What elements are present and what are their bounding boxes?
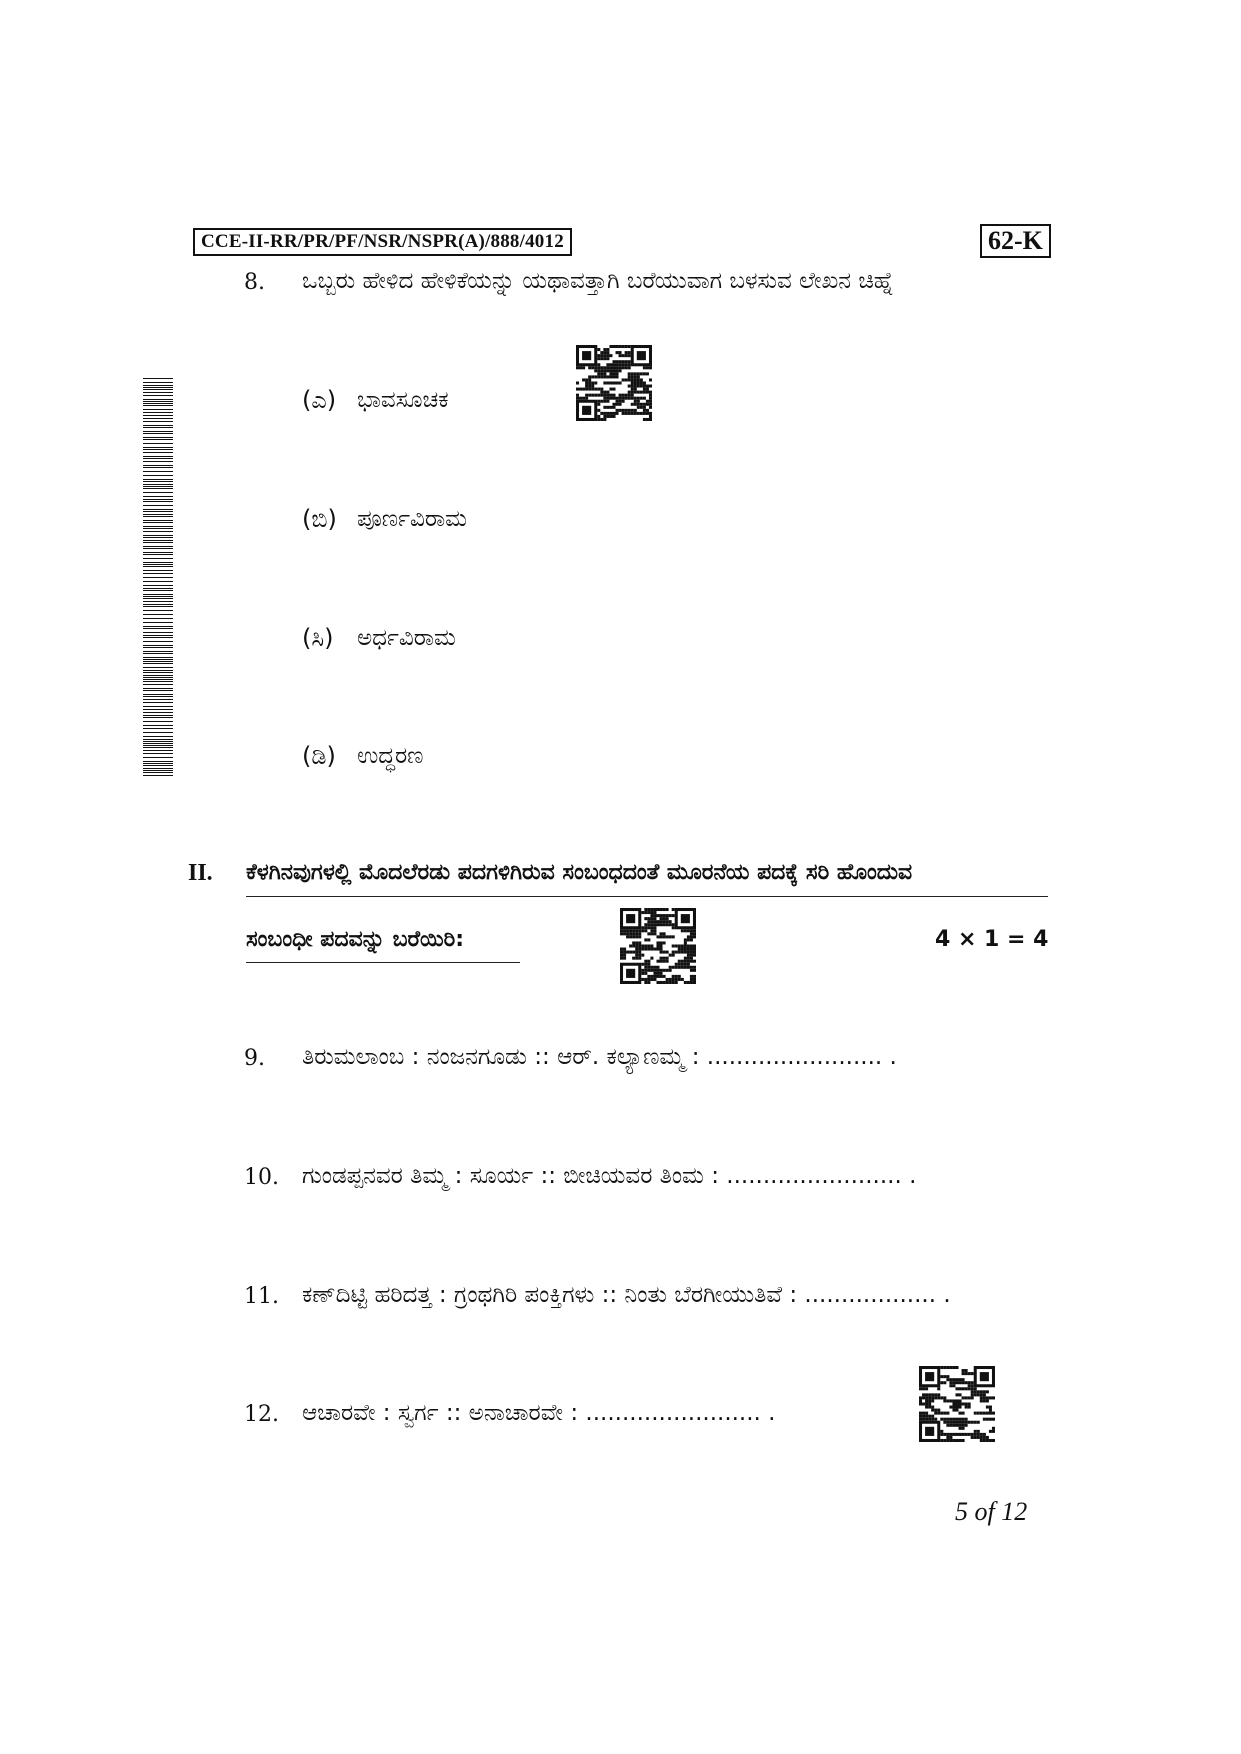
option-c-label: (ಸಿ) <box>302 624 334 652</box>
section-2-number: II. <box>188 860 213 886</box>
option-a-label: (ಎ) <box>302 386 337 414</box>
paper-id-badge: 62-K <box>980 224 1051 258</box>
question-11-text: ಕಣ್‌ದಿಟ್ಟಿ ಹರಿದತ್ತ : ಗ್ರಂಥಗಿರಿ ಪಂಕ್ತಿಗಳು :: ನಿಂತು ಬೆರಗೀಯುತಿವೆ : .................. . <box>302 1282 951 1308</box>
option-d-text: ಉದ್ಧರಣ <box>357 743 424 769</box>
question-8-number: 8. <box>244 270 265 295</box>
question-10-text: ಗುಂಡಪ್ಪನವರ ತಿಮ್ಮ : ಸೂರ್ಯ :: ಬೀಚಿಯವರ ತಿಂಮ : ........................ . <box>302 1163 917 1189</box>
question-10-number: 10. <box>244 1165 279 1190</box>
option-b-text: ಪೂರ್ಣವಿರಾಮ <box>357 506 467 532</box>
question-9-number: 9. <box>244 1046 265 1071</box>
option-b-label: (ಬಿ) <box>302 505 337 533</box>
section-2-instruction-line1: ಕೆಳಗಿನವುಗಳಲ್ಲಿ ಮೊದಲೆರಡು ಪದಗಳಿಗಿರುವ ಸಂಬಂಧದಂತೆ ಮೂರನೆಯ ಪದಕ್ಕೆ ಸರಿ ಹೊಂದುವ <box>246 860 913 885</box>
question-8-text: ಒಬ್ಬರು ಹೇಳಿದ ಹೇಳಿಕೆಯನ್ನು ಯಥಾವತ್ತಾಗಿ ಬರೆಯುವಾಗ ಬಳಸುವ ಲೇಖನ ಚಿಹ್ನೆ <box>302 268 894 294</box>
section-2-marks: 4 × 1 = 4 <box>935 927 1049 952</box>
question-12-number: 12. <box>244 1402 279 1427</box>
question-9-text: ತಿರುಮಲಾಂಬ : ನಂಜನಗೂಡು :: ಆರ್. ಕಲ್ಯಾಣಮ್ಮ : ........................ . <box>302 1044 897 1070</box>
page-number: 5 of 12 <box>955 1497 1028 1526</box>
section-2-underline-1 <box>246 896 1048 897</box>
option-c-text: ಅರ್ಧವಿರಾಮ <box>357 625 456 651</box>
paper-code-label: CCE-II-RR/PR/PF/NSR/NSPR(A)/888/4012 <box>193 228 572 256</box>
qr-code-icon <box>919 1366 995 1442</box>
section-2-underline-2 <box>246 962 520 963</box>
option-a-text: ಭಾವಸೂಚಕ <box>357 387 449 413</box>
question-11-number: 11. <box>244 1284 279 1309</box>
barcode-icon <box>143 378 173 776</box>
option-d-label: (ಡಿ) <box>302 742 336 770</box>
question-12-text: ಆಚಾರವೇ : ಸ್ವರ್ಗ :: ಅನಾಚಾರವೇ : ........................ . <box>302 1400 776 1426</box>
qr-code-icon <box>620 908 696 984</box>
section-2-instruction-line2: ಸಂಬಂಧೀ ಪದವನ್ನು ಬರೆಯಿರಿ: <box>246 927 465 952</box>
qr-code-icon <box>576 345 652 421</box>
